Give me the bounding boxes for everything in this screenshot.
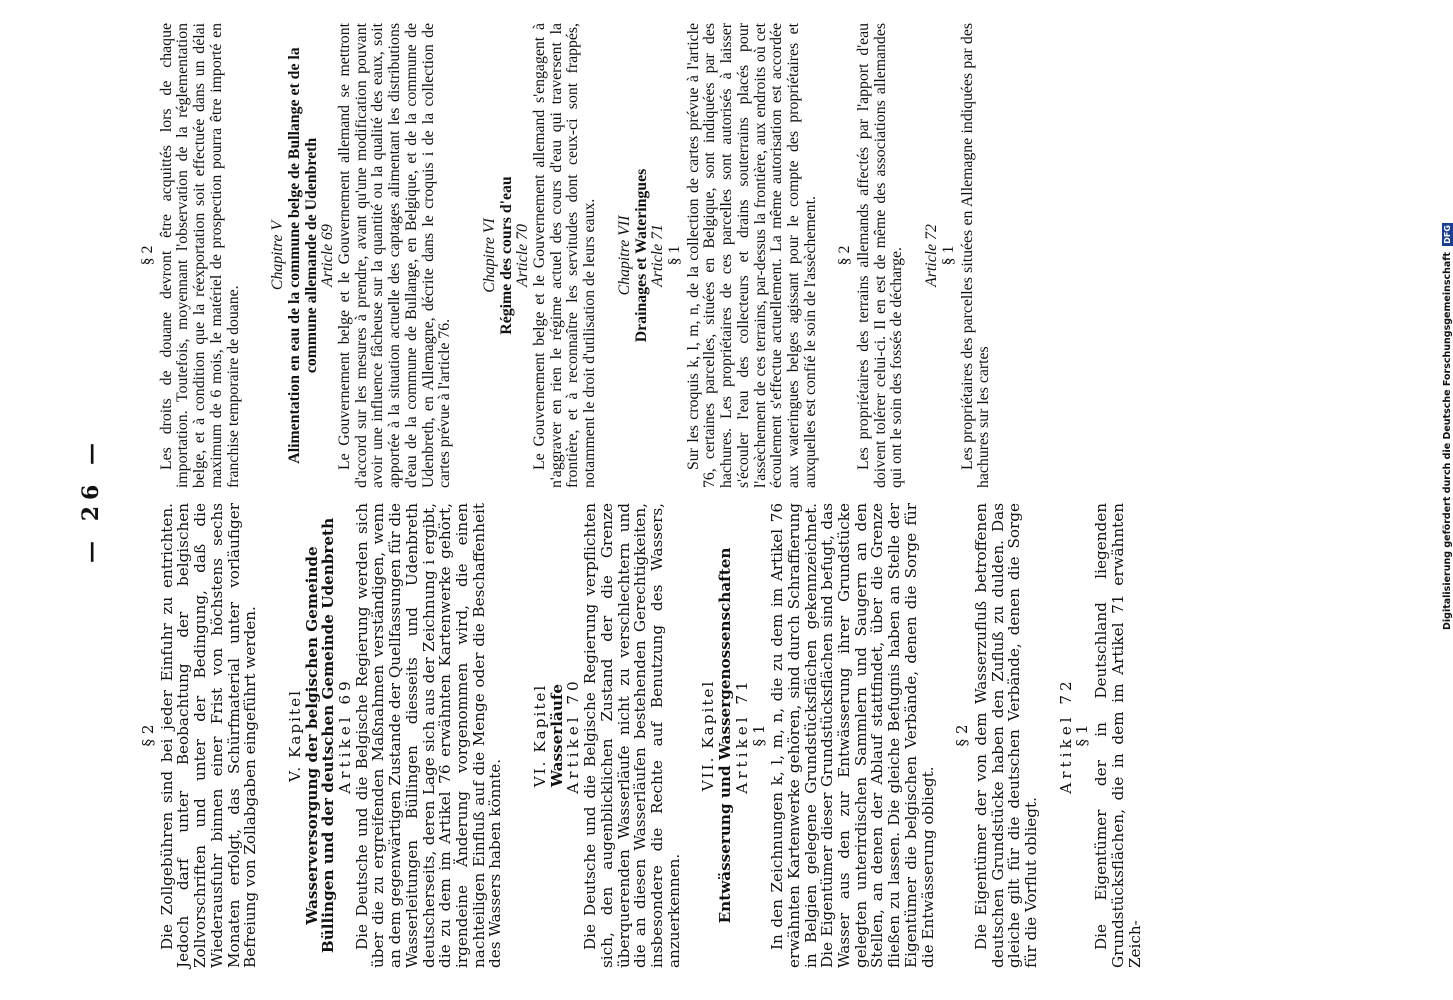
- article-heading: Artikel 71: [732, 677, 751, 794]
- chapter-heading: VII. Kapitel: [699, 679, 718, 792]
- section-mark: § 1: [939, 245, 957, 266]
- chapter-title: Régime des cours d'eau: [497, 176, 515, 335]
- article-heading: Article 70: [514, 224, 532, 287]
- paragraph: Die Eigentümer der in Deutschland liegenden Grundstücksflächen, die in dem im Artikel 71 erwähnten Zeich-: [1092, 503, 1144, 968]
- french-column: [140, 23, 1394, 488]
- chapter-heading: Chapitre VI: [480, 218, 498, 293]
- paragraph: Sur les croquis k, l, m, n, de la collection de cartes prévue à l'article 76, certaines parcelles, situées en Belgique, sont indiquées par des hachures. Les propriétaires de ces parcelles sont autorisés à laisser s'écouler l'eau des collecteurs et drains souterrains placés pour l'assèchement de ces terrains, par-dessus la frontière, aux endroits où cet écoulement s'effectue actuellement. La même autorisation est accordée aux wateringues belges agissant pour le compte des propriétaires et auxquelles est confié le soin de l'assèchement.: [684, 23, 819, 488]
- section-mark: § 2: [139, 245, 156, 266]
- chapter-title: Wasserläufe: [547, 683, 566, 788]
- paragraph: Die Eigentümer der von dem Wasserzufluß betroffenen deutschen Grundstücke haben den Zufluß zu dulden. Das gleiche gilt für die deutschen Verbände, denen die Sorge für die Vorflut obliegt.: [971, 503, 1041, 968]
- section-mark: § 2: [953, 724, 972, 747]
- paragraph: Les propriétaires des parcelles situées en Allemagne indiquées par des hachures sur les cartes: [958, 23, 993, 488]
- article-heading: Article 71: [649, 224, 667, 287]
- page-number: — 26 —: [78, 437, 104, 563]
- digitization-credit: [1442, 210, 1453, 630]
- chapter-title: Alimentation en eau de la commune belge de Bullange et de la commune allemande de Udenbreth: [285, 47, 320, 464]
- chapter-title: Wasserversorgung der belgischen Gemeinde Büllingen und der deutschen Gemeinde Udenbreth: [302, 517, 338, 954]
- paragraph: Le Gouvernement belge et le Gouvernement allemand s'engagent à n'aggraver en rien le régime actuel des cours d'eau qui traversent la frontière, et à reconnaître les servitudes dont ceux-ci sont frappés, notamment le droit d'utilisation de leurs eaux.: [531, 23, 599, 488]
- section-mark: § 2: [836, 245, 854, 266]
- section-mark: § 1: [665, 245, 683, 266]
- paragraph: Les propriétaires des terrains allemands affectés par l'apport d'eau doivent tolérer celui-ci. Il en est de même des associations allemandes qui ont le soin des fossés de décharge.: [855, 23, 906, 488]
- section-mark: § 1: [1073, 724, 1092, 747]
- german-column: [140, 503, 1394, 968]
- chapter-heading: VI. Kapitel: [531, 683, 550, 788]
- article-heading: Artikel 69: [336, 677, 355, 794]
- paragraph: Les droits de douane devront être acquittés lors de chaque importation. Toutefois, moyennant l'observation de la réglementation belge, et à condition que la réexportation soit effectuée dans un délai maximum de 6 mois, le matériel de prospection pourra être importé en franchise temporaire de douane.: [157, 23, 242, 488]
- paragraph: Die Deutsche und die Belgische Regierung werden sich über die zu ergreifenden Maßnahmen verständigen, wenn an dem gegenwärtigen Zustande der Quellfassungen für die Wasserleitungen Büllingen diesseits und Udenbreth deutscherseits, deren Lage sich aus der Zeichnung i ergibt, die zu dem im Artikel 76 erwähnten Kartenwerke gehört, irgendeine Änderung vorgenommen wird, die einen nachteiligen Einfluß auf die Menge oder die Beschaffenheit des Wassers haben könnte.: [352, 503, 505, 968]
- chapter-title: Entwässerung und Wassergenossenschaften: [716, 547, 735, 924]
- paragraph: Le Gouvernement belge et le Gouvernement allemand se mettront d'accord sur les mesures à prendre, avant qu'une modification pouvant avoir une influence fâcheuse sur la quantité ou la qualité des eaux, soit apportée à la situation actuelle des captages alimentant les distributions d'eau de la commune de Bullange, en Belgique, et de la commune de Udenbreth, en Allemagne, décrite dans le croquis i de la collection de cartes prévue à l'article 76.: [336, 23, 454, 488]
- chapter-heading: Chapitre V: [269, 220, 287, 291]
- chapter-heading: Chapitre VII: [615, 215, 633, 296]
- article-heading: Article 72: [923, 224, 941, 287]
- section-mark: § 2: [139, 724, 157, 747]
- chapter-title: Drainages et Wateringues: [632, 168, 650, 343]
- paragraph: Die Deutsche und die Belgische Regierung verpflichten sich, den augenblicklichen Zustand der die Grenze überquerenden Wasserläufe nicht zu verschlechtern und die an diesen Wasserläufen bestehenden Gerechtigkeiten, insbesondere die Rechte auf Benutzung des Wassers, anzuerkennen.: [581, 503, 683, 968]
- paragraph: In den Zeichnungen k, l, m, n, die zu dem im Artikel 76 erwähnten Kartenwerke gehören, sind durch Schraffierung in Belgien gelegene Grundstücksflächen gekennzeichnet. Die Eigentümer dieser Grundstücksflächen sind befugt, das Wasser aus den zur Entwässerung ihrer Grundstücke gelegten unterirdischen Sammlern und Saugern an den Stellen, an denen der Ablauf stattfindet, über die Grenze fließen zu lassen. Die gleiche Befugnis haben an Stelle der Eigentümer die belgischen Verbände, denen die Sorge für die Entwässerung obliegt.: [768, 503, 937, 968]
- section-mark: § 1: [749, 724, 768, 747]
- paragraph: Die Zollgebühren sind bei jeder Einfuhr zu entrichten. Jedoch darf unter Beobachtung der belgischen Zollvorschriften und unter der Bedingung, daß die Wiederausfuhr binnen einer Frist von höchstens sechs Monaten erfolgt, das Schürfmaterial unter vorläufiger Befreiung von Zollabgaben eingeführt werden.: [157, 503, 260, 968]
- article-heading: Article 69: [319, 224, 337, 287]
- chapter-heading: V. Kapitel: [285, 689, 304, 782]
- dfg-logo: DFG: [1443, 225, 1452, 244]
- article-heading: Artikel 70: [564, 677, 583, 794]
- credit-text: Digitalisierung gefördert durch die Deutsche Forschungsgemeinschaft: [1442, 252, 1453, 630]
- article-heading: Artikel 72: [1056, 677, 1075, 794]
